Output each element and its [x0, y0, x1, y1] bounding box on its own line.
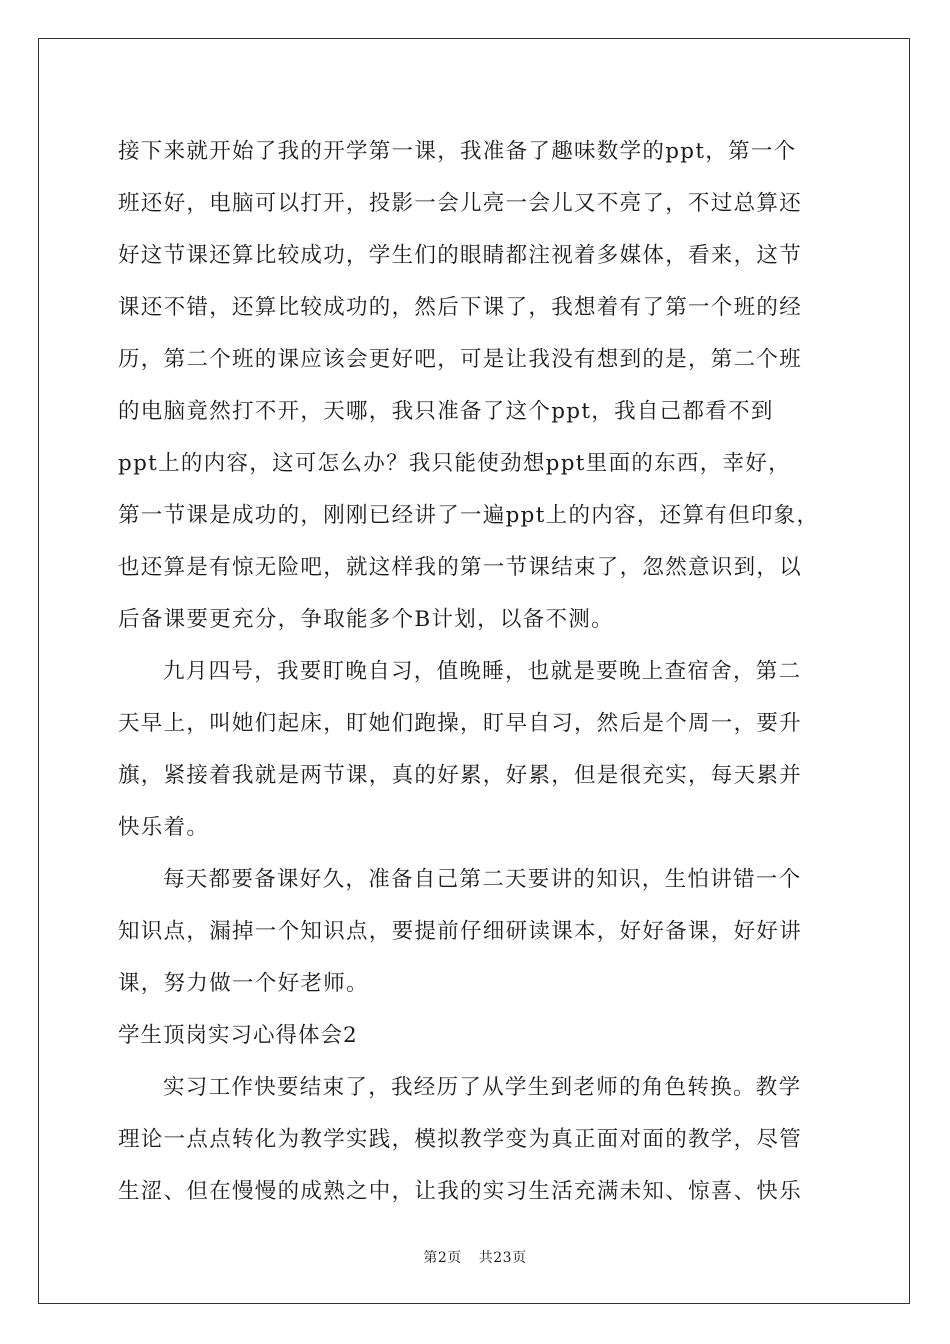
text-line: ppt上的内容，这可怎么办？我只能使劲想ppt里面的东西，幸好， [118, 451, 791, 476]
text-line: 生涩、但在慢慢的成熟之中，让我的实习生活充满未知、惊喜、快乐 [118, 1179, 803, 1204]
text-line: 九月四号，我要盯晚自习，值晚睡，也就是要晚上查宿舍，第二 [163, 659, 802, 684]
text-line: 旗，紧接着我就是两节课，真的好累，好累，但是很充实，每天累并 [118, 763, 803, 788]
page-footer [0, 1247, 950, 1267]
document-body [118, 126, 853, 1218]
text-line: 课，努力做一个好老师。 [118, 971, 369, 996]
text-line: 知识点，漏掉一个知识点，要提前仔细研读课本，好好备课，好好讲 [118, 919, 803, 944]
text-line: 实习工作快要结束了，我经历了从学生到老师的角色转换。教学 [163, 1075, 802, 1100]
paragraph-september-fourth [118, 646, 853, 854]
paragraph-first-lesson [118, 126, 853, 646]
text-line: 好这节课还算比较成功，学生们的眼睛都注视着多媒体，看来，这节 [118, 243, 803, 268]
text-line: 课还不错，还算比较成功的，然后下课了，我想着有了第一个班的经 [118, 295, 803, 320]
text-line: 理论一点点转化为教学实践，模拟教学变为真正面对面的教学，尽管 [118, 1127, 803, 1152]
page-total: 共23页 [478, 1250, 527, 1266]
text-line: 接下来就开始了我的开学第一课，我准备了趣味数学的ppt，第一个 [118, 139, 797, 164]
text-line: 天早上，叫她们起床，盯她们跑操，盯早自习，然后是个周一，要升 [118, 711, 803, 736]
page-number: 第2页 [423, 1250, 462, 1266]
text-line: 每天都要备课好久，准备自己第二天要讲的知识，生怕讲错一个 [163, 867, 802, 892]
section-heading: 学生顶岗实习心得体会2 [118, 1023, 358, 1048]
text-line: 快乐着。 [118, 815, 210, 840]
text-line: 的电脑竟然打不开，天哪，我只准备了这个ppt，我自己都看不到 [118, 399, 774, 424]
text-line: 第一节课是成功的，刚刚已经讲了一遍ppt上的内容，还算有但印象， [118, 503, 820, 528]
paragraph-internship-ending [118, 1062, 853, 1218]
text-line: 班还好，电脑可以打开，投影一会儿亮一会儿又不亮了，不过总算还 [118, 191, 803, 216]
text-line: 后备课要更充分，争取能多个B计划，以备不测。 [118, 607, 614, 632]
text-line: 也还算是有惊无险吧，就这样我的第一节课结束了，忽然意识到，以 [118, 555, 803, 580]
paragraph-lesson-prep [118, 854, 853, 1010]
text-line: 历，第二个班的课应该会更好吧，可是让我没有想到的是，第二个班 [118, 347, 803, 372]
